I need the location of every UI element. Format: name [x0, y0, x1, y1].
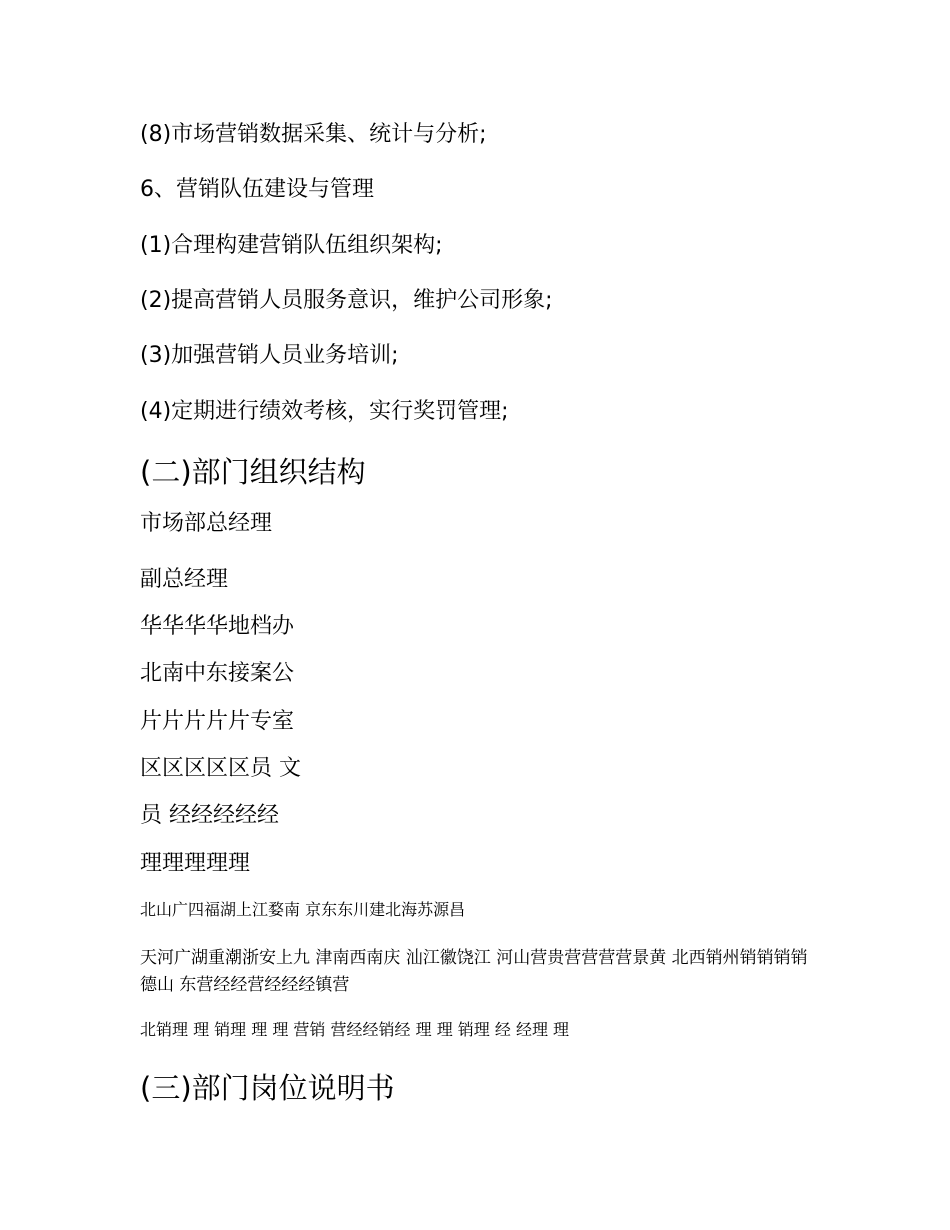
heading-job-descriptions: (三)部门岗位说明书: [140, 1071, 395, 1105]
heading-org-structure: (二)部门组织结构: [140, 455, 366, 489]
org-line: 副总经理: [140, 567, 229, 592]
org-small-line: 北山广四福湖上江婺南 京东东川建北海苏源昌: [140, 900, 466, 919]
section-title-6: 6、营销队伍建设与管理: [140, 177, 374, 202]
list-item-8: (8)市场营销数据采集、统计与分析;: [140, 122, 487, 147]
org-small-paragraph: 天河广湖重潮浙安上九 津南西南庆 汕江徽饶江 河山营贵营营营营景黄 北西销州销销销销德山 东营经经营经经经镇营: [140, 948, 808, 995]
org-line: 员 经经经经经: [140, 803, 279, 828]
list-item-3: (3)加强营销人员业务培训;: [140, 343, 399, 368]
org-line: 片片片片片专室: [140, 709, 295, 734]
org-line: 北南中东接案公: [140, 661, 295, 686]
org-line: 理理理理理: [140, 851, 251, 876]
org-line: 区区区区区员 文: [140, 756, 301, 781]
list-item-4: (4)定期进行绩效考核，实行奖罚管理;: [140, 399, 509, 424]
org-line: 华华华华地档办: [140, 614, 295, 639]
org-small-line: 北销理 理 销理 理 理 营销 营经经销经 理 理 销理 经 经理 理: [140, 1020, 570, 1039]
org-line: 市场部总经理: [140, 511, 273, 536]
list-item-1: (1)合理构建营销队伍组织架构;: [140, 233, 443, 258]
list-item-2: (2)提高营销人员服务意识，维护公司形象;: [140, 288, 553, 313]
